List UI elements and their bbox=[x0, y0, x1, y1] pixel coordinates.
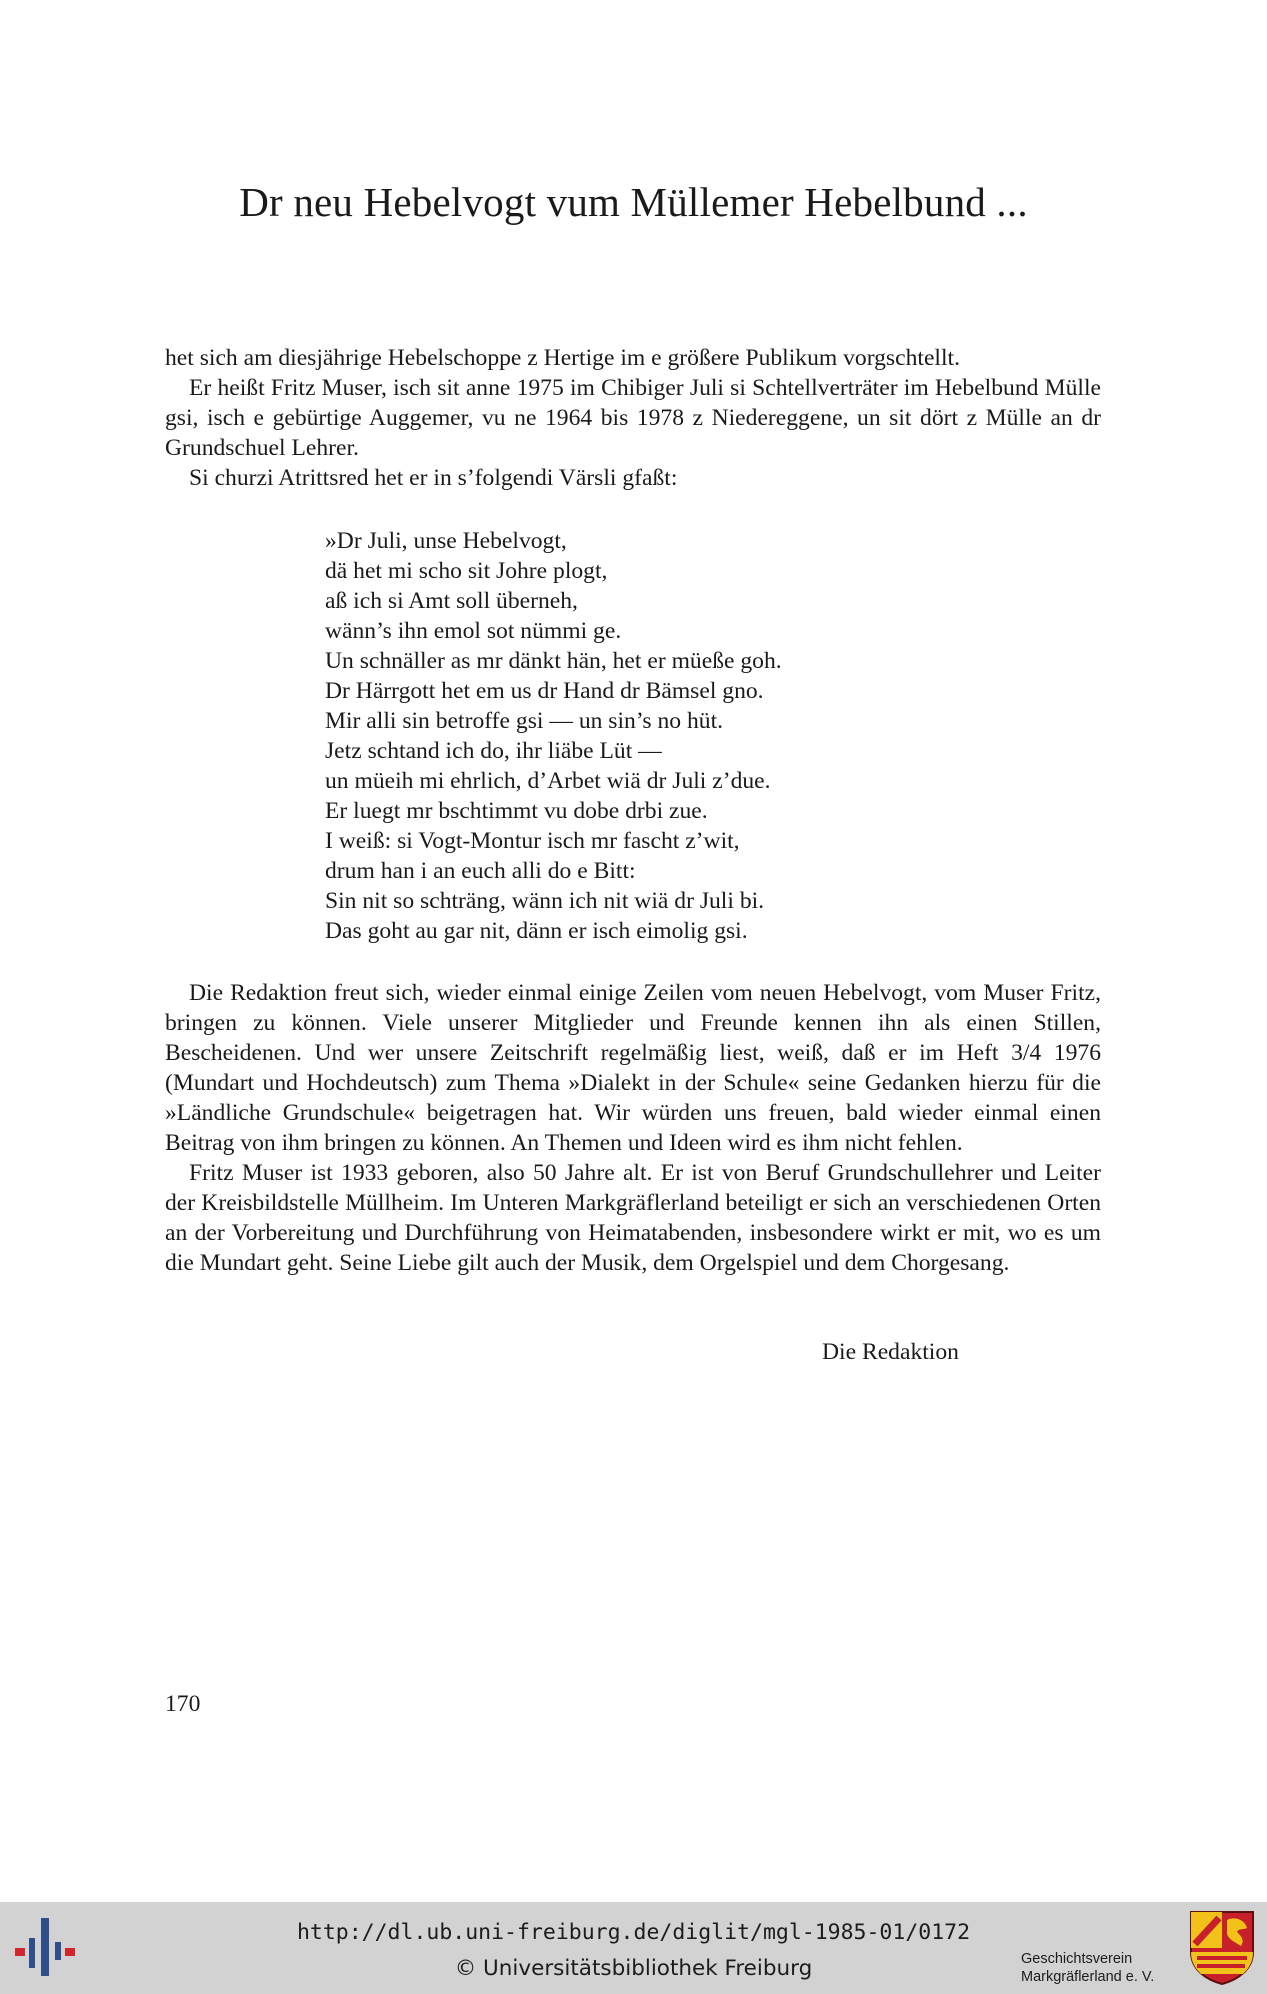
poem-line: Mir alli sin betroffe gsi — un sin’s no hüt. bbox=[325, 708, 724, 734]
poem-line: dä het mi scho sit Johre plogt, bbox=[325, 558, 608, 584]
footer-bar bbox=[0, 1902, 1267, 1994]
poem-line: un müeih mi ehrlich, d’Arbet wiä dr Juli z’due. bbox=[325, 768, 771, 794]
intro-section bbox=[165, 343, 1101, 493]
society-crest-icon bbox=[1189, 1910, 1255, 1986]
poem-line: »Dr Juli, unse Hebelvogt, bbox=[325, 528, 567, 554]
closing-section bbox=[165, 978, 1101, 1278]
poem-line: Das goht au gar nit, dänn er isch eimolig gsi. bbox=[325, 918, 748, 944]
page-number: 170 bbox=[165, 1691, 201, 1717]
poem-line: Dr Härrgott het em us dr Hand dr Bämsel gno. bbox=[325, 678, 764, 704]
poem-line: Jetz schtand ich do, ihr liäbe Lüt — bbox=[325, 738, 662, 764]
closing-paragraph: Fritz Muser ist 1933 geboren, also 50 Jahre alt. Er ist von Beruf Grundschullehrer und Leiter der Kreisbildstelle Müllheim. Im Unteren Markgräflerland beteiligt er sich an verschiedenen Orten an der Vorbereitung und Durchführung von Heimatabenden, insbesondere wirkt er mit, wo es um die Mundart geht. Seine Liebe gilt auch der Musik, dem Orgelspiel und dem Chorgesang. bbox=[165, 1160, 1101, 1276]
poem-line: Sin nit so schträng, wänn ich nit wiä dr Juli bi. bbox=[325, 888, 765, 914]
society-name-line: Markgräflerland e. V. bbox=[1021, 1969, 1155, 1985]
poem-line: drum han i an euch alli do e Bitt: bbox=[325, 858, 636, 884]
society-name-line: Geschichtsverein bbox=[1021, 1951, 1133, 1967]
intro-paragraph: Er heißt Fritz Muser, isch sit anne 1975 im Chibiger Juli si Schtellverträter im Hebelbund Mülle gsi, isch e gebürtige Auggemer, vu ne 1964 bis 1978 z Niedereggene, un sit dört z Mülle an dr Grundschuel Lehrer. bbox=[165, 375, 1101, 461]
footer-credit: © Universitätsbibliothek Freiburg bbox=[454, 1956, 813, 1981]
society-name bbox=[1021, 1950, 1154, 1986]
poem-line: wänn’s ihn emol sot nümmi ge. bbox=[325, 618, 622, 644]
poem-line: I weiß: si Vogt-Montur isch mr fascht z’wit, bbox=[325, 828, 740, 854]
intro-paragraph: het sich am diesjährige Hebelschoppe z Hertige im e größere Publikum vorgschtellt. bbox=[165, 345, 960, 371]
footer-url-link[interactable]: http://dl.ub.uni-freiburg.de/diglit/mgl-1985-01/0172 bbox=[296, 1920, 971, 1945]
poem-line: aß ich si Amt soll überneh, bbox=[325, 588, 578, 614]
closing-paragraph: Die Redaktion freut sich, wieder einmal einige Zeilen vom neuen Hebelvogt, vom Muser Fritz, bringen zu können. Viele unserer Mitglieder und Freunde kennen ihn als einen Stillen, Bescheidenen. Und wer unsere Zeitschrift regelmäßig liest, weiß, daß er im Heft 3/4 1976 (Mundart und Hochdeutsch) zum Thema »Dialekt in der Schule« seine Gedanken hierzu für die »Ländliche Grundschule« beigetragen hat. Wir würden uns freuen, bald wieder einmal einen Beitrag von ihm bringen zu können. An Themen und Ideen wird es ihm nicht fehlen. bbox=[165, 980, 1101, 1156]
poem-line: Un schnäller as mr dänkt hän, het er müeße goh. bbox=[325, 648, 782, 674]
poem-line: Er luegt mr bschtimmt vu dobe drbi zue. bbox=[325, 798, 708, 824]
intro-paragraph: Si churzi Atrittsred het er in s’folgendi Värsli gfaßt: bbox=[189, 465, 678, 491]
poem bbox=[325, 526, 1025, 946]
page-title: Dr neu Hebelvogt vum Müllemer Hebelbund ... bbox=[239, 179, 1028, 225]
signature: Die Redaktion bbox=[822, 1339, 959, 1365]
